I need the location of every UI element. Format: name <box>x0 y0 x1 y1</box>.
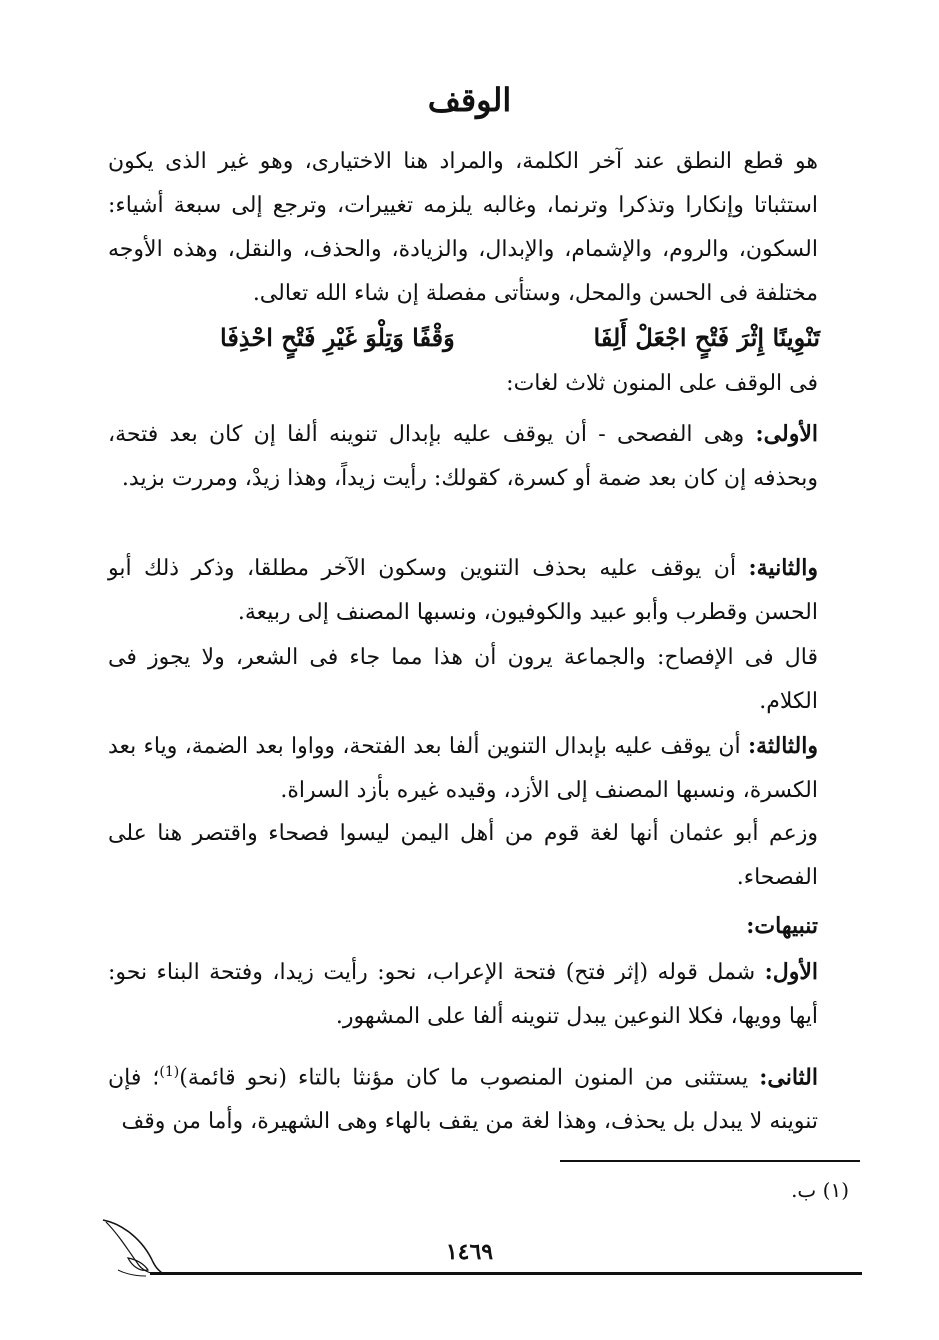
third-language-paragraph <box>108 724 818 813</box>
footnote: (١) ب. <box>791 1178 849 1202</box>
notes-heading <box>108 904 818 949</box>
notes-heading-text: تنبيهات: <box>746 913 818 939</box>
verse-hemistich-1: تَنْوِينًا إِثْرَ فَتْحٍ اجْعَلْ أَلِفَا <box>593 323 820 352</box>
ifsah-text: قال فى الإفصاح: والجماعة يرون أن هذا مما جاء فى الشعر، ولا يجوز فى الكلام. <box>108 645 818 714</box>
quill-ornament-icon <box>98 1212 168 1282</box>
footnote-divider <box>560 1160 860 1162</box>
intro-text: هو قطع النطق عند آخر الكلمة، والمراد هنا الاختيارى، وهو غير الذى يكون استثباتا وإنكارا وتذكرا وترنما، وغالبه يلزمه تغييرات، وترجع إلى سبعة أشياء: السكون، والروم، والإشمام، والإبدال، والزيادة، والحذف، والنقل، وهذه الأوجه مختلفة فى الحسن والمحل، وستأتى مفصلة إن شاء الله تعالى. <box>108 149 818 306</box>
abu-uthman-paragraph <box>108 812 818 900</box>
first-text: وهى الفصحى - أن يوقف عليه بإبدال تنوينه ألفا إن كان بعد فتحة، وبحذفه إن كان بعد ضمة أو كسرة، كقولك: رأيت زيداً، وهذا زيدْ، ومررت بزيد. <box>108 422 818 491</box>
verse-hemistich-2: وَقْفًا وَتِلْوَ غَيْرِ فَتْحٍ احْذِفَا <box>220 323 455 352</box>
third-text: أن يوقف عليه بإبدال التنوين ألفا بعد الفتحة، وواوا بعد الضمة، وياء بعد الكسرة، ونسبها المصنف إلى الأزد، وقيده غيره بأزد السراة. <box>108 734 818 803</box>
intro-paragraph <box>108 140 818 316</box>
second-language-paragraph <box>108 546 818 635</box>
note-second-text-after: ؛ فإن تنوينه لا يبدل بل يحذف، وهذا لغة من يقف بالهاء وهى الشهيرة، وأما من وقف <box>108 1065 818 1135</box>
note-second-paragraph <box>108 1050 818 1144</box>
second-label: والثانية: <box>748 555 818 581</box>
note-second-label: الثانى: <box>759 1064 818 1091</box>
languages-intro-text: فى الوقف على المنون ثلاث لغات: <box>506 371 818 396</box>
note-first-label: الأول: <box>764 959 818 985</box>
note-first-text: شمل قوله (إثر فتح) فتحة الإعراب، نحو: رأيت زيدا، وفتحة البناء نحو: أيها وويها، فكلا النوعين يبدل تنوينه ألفا على المشهور. <box>108 960 818 1029</box>
note-first-paragraph <box>108 950 818 1039</box>
languages-intro <box>108 362 818 406</box>
note-second-text-before: يستثنى من المنون المنصوب ما كان مؤنثا بالتاء (نحو قائمة) <box>179 1065 749 1091</box>
third-label: والثالثة: <box>747 733 818 759</box>
second-text: أن يوقف عليه بحذف التنوين وسكون الآخر مطلقا، وذكر ذلك أبو الحسن وقطرب وأبو عبيد والكوفيون، ونسبها المصنف إلى ربيعة. <box>108 556 818 625</box>
ifsah-paragraph <box>108 636 818 724</box>
footnote-reference: (1) <box>159 1064 180 1080</box>
first-language-paragraph <box>108 412 818 501</box>
abu-uthman-text: وزعم أبو عثمان أنها لغة قوم من أهل اليمن ليسوا فصحاء واقتصر هنا على الفصحاء. <box>108 821 818 890</box>
page-title: الوقف <box>427 81 512 119</box>
verse-line <box>220 318 820 358</box>
first-label: الأولى: <box>755 421 818 447</box>
page-number: ١٤٦٩ <box>445 1239 494 1265</box>
bottom-divider <box>150 1272 862 1275</box>
